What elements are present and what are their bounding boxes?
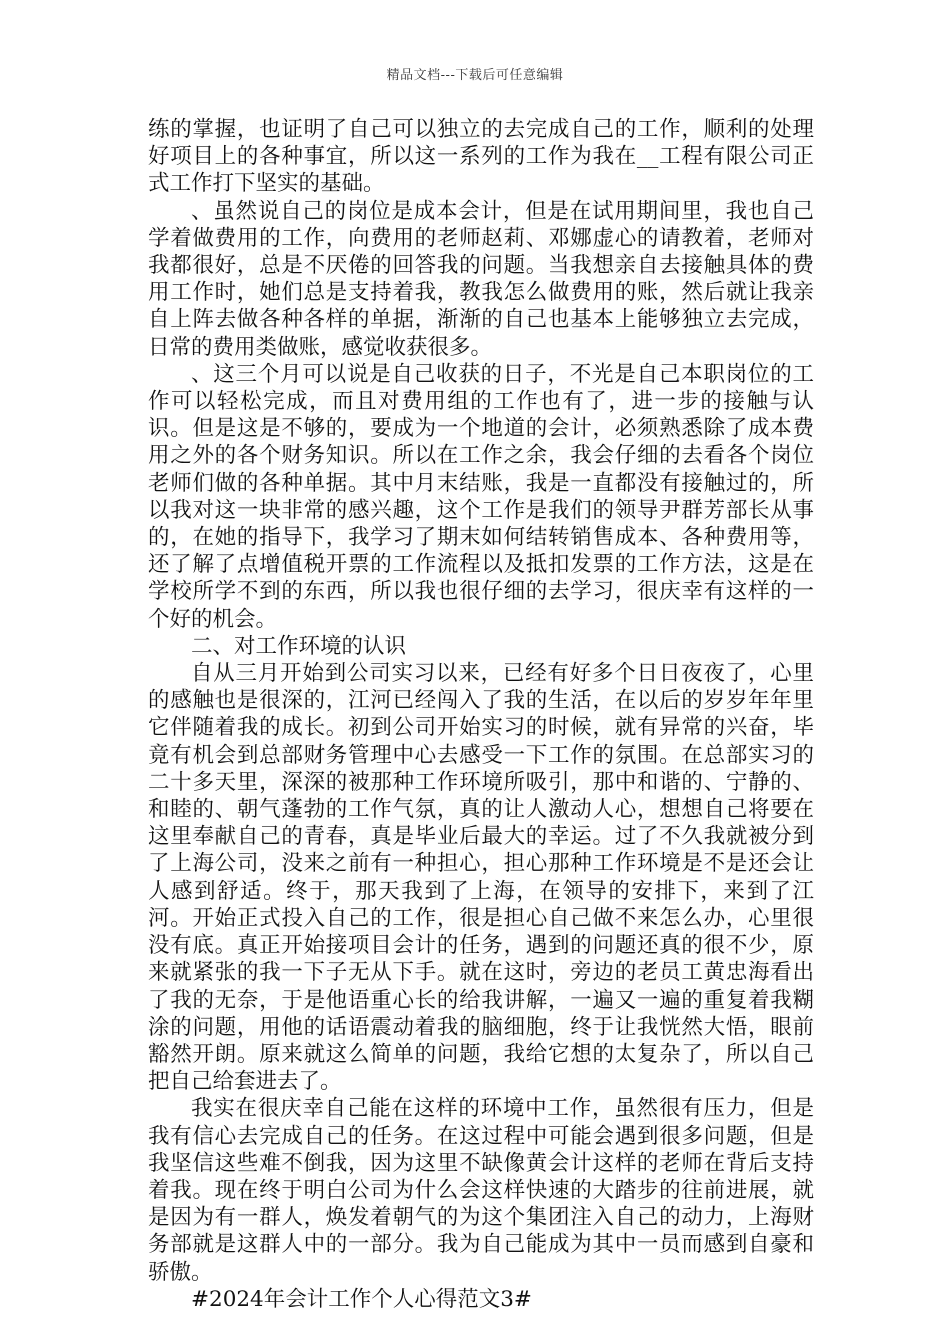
page-header: 精品文档---下载后可任意编辑 <box>386 68 564 83</box>
section-heading-work-environment: 二、对工作环境的认识 <box>191 633 407 659</box>
paragraph-gratitude: 我实在很庆幸自己能在这样的环境中工作，虽然很有压力，但是我有信心去完成自己的任务。在这过程中可能会遇到很多问题，但是我坚信这些难不倒我，因为这里不缺像黄会计这样的老师在背后支持着我。现在终于明白公司为什么会这样快速的大踏步的往前进展，就是因为有一群人，焕发着朝气的为这个集团注入自己的动力，上海财务部就是这群人中的一部分。我为自己能成为其中一员而感到自豪和骄傲。 <box>148 1096 814 1285</box>
paragraph-cost-accounting: 、虽然说自己的岗位是成本会计，但是在试用期间里，我也自己学着做费用的工作，向费用的老师赵莉、邓娜虚心的请教着，老师对我都很好，总是不厌倦的回答我的问题。当我想亲自去接触具体的费用工作时，她们总是支持着我，教我怎么做费用的账，然后就让我亲自上阵去做各种各样的单据，渐渐的自己也基本上能够独立去完成，日常的费用类做账，感觉收获很多。 <box>148 198 814 360</box>
paragraph-three-months: 、这三个月可以说是自己收获的日子，不光是自己本职岗位的工作可以轻松完成，而且对费用组的工作也有了，进一步的接触与认识。但是这是不够的，要成为一个地道的会计，必须熟悉除了成本费用之外的各个财务知识。所以在工作之余，我会仔细的去看各个岗位老师们做的各种单据。其中月末结账，我是一直都没有接触过的，所以我对这一块非常的感兴趣，这个工作是我们的领导尹群芳部长从事的，在她的指导下，我学习了期末如何结转销售成本、各种费用等，还了解了点增值税开票的工作流程以及抵扣发票的工作方法，这是在学校所学不到的东西，所以我也很仔细的去学习，很庆幸有这样的一个好的机会。 <box>148 361 814 632</box>
paragraph-internship: 自从三月开始到公司实习以来，已经有好多个日日夜夜了，心里的感触也是很深的，江河已经闯入了我的生活，在以后的岁岁年年里它伴随着我的成长。初到公司开始实习的时候，就有异常的兴奋，毕竟有机会到总部财务管理中心去感受一下工作的氛围。在总部实习的二十多天里，深深的被那种工作环境所吸引，那中和谐的、宁静的、和睦的、朝气蓬勃的工作气氛，真的让人激动人心，想想自己将要在这里奉献自己的青春，真是毕业后最大的幸运。过了不久我就被分到了上海公司，没来之前有一种担心，担心那种工作环境是不是还会让人感到舒适。终于，那天我到了上海，在领导的安排下，来到了江河。开始正式投入自己的工作，很是担心自己做不来怎么办，心里很没有底。真正开始接项目会计的任务，遇到的问题还真的很不少，原来就紧张的我一下子无从下手。就在这时，旁边的老员工黄忠海看出了我的无奈，于是他语重心长的给我讲解，一遍又一遍的重复着我糊涂的问题，用他的话语震动着我的脑细胞，终于让我恍然大悟，眼前豁然开朗。原来就这么简单的问题，我给它想的太复杂了，所以自己把自己给套进去了。 <box>148 661 814 1095</box>
document-body <box>148 116 814 1313</box>
next-article-title: #2024年会计工作个人心得范文3# <box>191 1286 532 1312</box>
paragraph-continuation: 练的掌握，也证明了自己可以独立的去完成自己的工作，顺利的处理好项目上的各种事宜，所以这一系列的工作为我在__工程有限公司正式工作打下坚实的基础。 <box>148 117 814 197</box>
